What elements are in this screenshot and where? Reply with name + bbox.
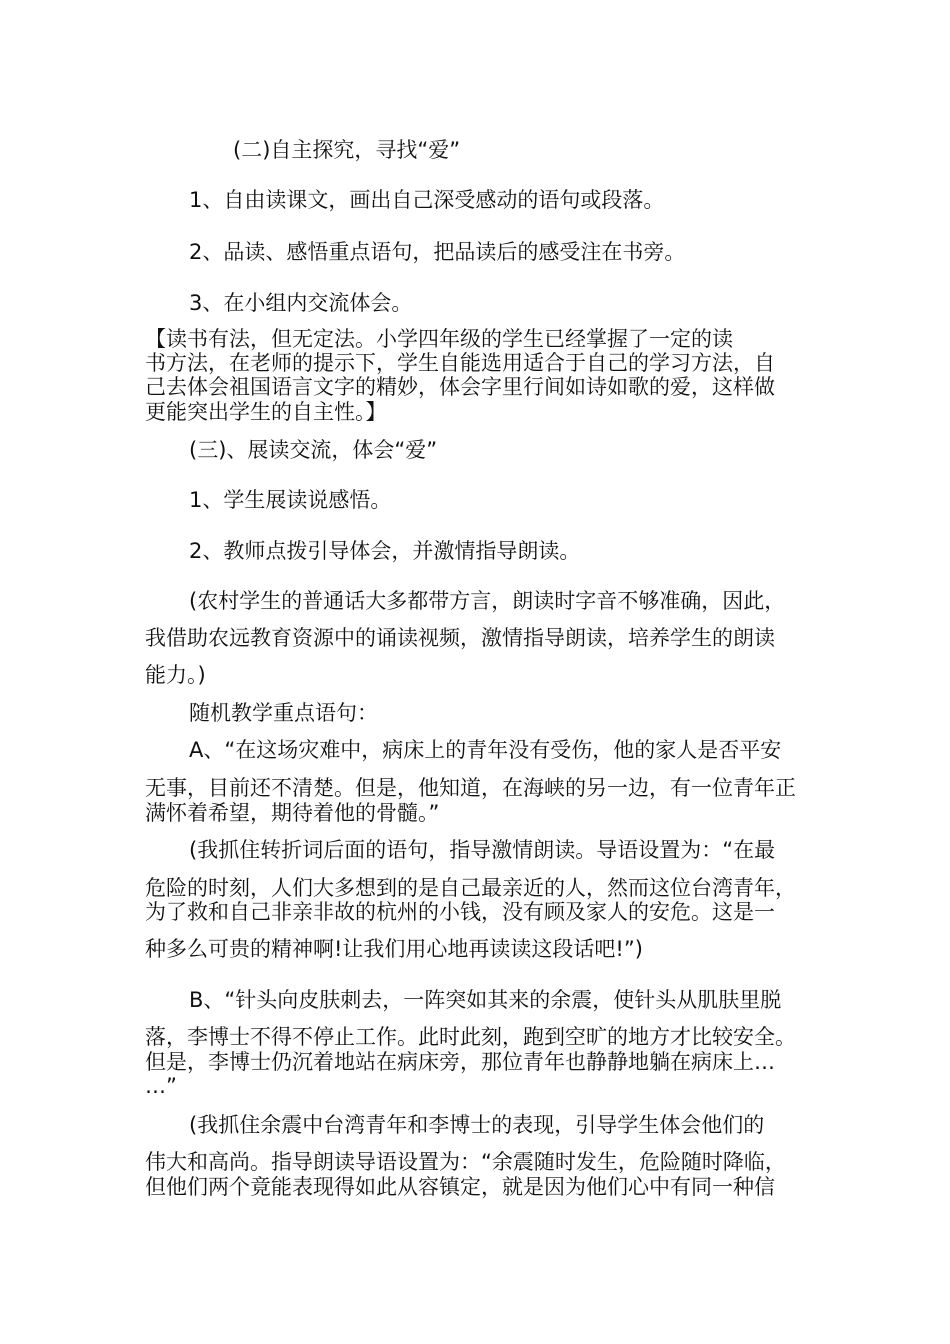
paragraph-line: 随机教学重点语句：: [189, 701, 378, 725]
paragraph-line: 但他们两个竟能表现得如此从容镇定，就是因为他们心中有同一种信: [145, 1175, 775, 1199]
paragraph-line: (我抓住转折词后面的语句，指导激情朗读。导语设置为：“在最: [189, 838, 776, 862]
note-paragraph-line: 更能突出学生的自主性。】: [145, 400, 387, 424]
paragraph-line: 能力。): [145, 663, 206, 687]
quote-b-line: B、“针头向皮肤刺去，一阵突如其来的余震，使针头从肌肤里脱: [189, 988, 782, 1012]
quote-a-line: 满怀着希望，期待着他的骨髓。”: [145, 801, 440, 825]
quote-a-line: A、“在这场灾难中，病床上的青年没有受伤，他的家人是否平安: [189, 738, 782, 762]
paragraph-line: 伟大和高尚。指导朗读导语设置为：“余震随时发生，危险随时降临，: [145, 1150, 786, 1174]
quote-b-line: 但是，李博士仍沉着地站在病床旁，那位青年也静静地躺在病床上…: [145, 1050, 775, 1074]
paragraph-line: (我抓住余震中台湾青年和李博士的表现，引导学生体会他们的: [189, 1113, 765, 1137]
quote-a-line: 无事，目前还不清楚。但是，他知道，在海峡的另一边，有一位青年正: [145, 776, 796, 800]
paragraph-line: 危险的时刻，人们大多想到的是自己最亲近的人，然而这位台湾青年，: [145, 876, 796, 900]
quote-b-line: …”: [145, 1074, 177, 1098]
quote-b-line: 落，李博士不得不停止工作。此时此刻，跑到空旷的地方才比较安全。: [145, 1025, 796, 1049]
paragraph-line: 为了救和自己非亲非故的杭州的小钱，没有顾及家人的安危。这是一: [145, 900, 775, 924]
note-paragraph-line: 书方法，在老师的提示下，学生自能选用适合于自己的学习方法，自: [145, 351, 775, 375]
step-2: 2、教师点拨引导体会，并激情指导朗读。: [189, 539, 581, 563]
step-2: 2、品读、感悟重点语句，把品读后的感受注在书旁。: [189, 240, 686, 264]
step-1: 1、自由读课文，画出自己深受感动的语句或段落。: [189, 188, 665, 212]
note-paragraph-line: 【读书有法，但无定法。小学四年级的学生已经掌握了一定的读: [145, 327, 733, 351]
step-3: 3、在小组内交流体会。: [189, 291, 413, 315]
paragraph-line: 我借助农远教育资源中的诵读视频，激情指导朗读，培养学生的朗读: [145, 626, 775, 650]
step-1: 1、学生展读说感悟。: [189, 488, 392, 512]
section-heading-3: (三)、展读交流，体会“爱”: [189, 438, 438, 462]
section-heading-2: (二)自主探究，寻找“爱”: [233, 138, 461, 162]
paragraph-line: (农村学生的普通话大多都带方言，朗读时字音不够准确，因此，: [189, 589, 786, 613]
note-paragraph-line: 己去体会祖国语言文字的精妙，体会字里行间如诗如歌的爱，这样做: [145, 375, 775, 399]
paragraph-line: 种多么可贵的精神啊!让我们用心地再读读这段话吧!”): [145, 937, 643, 961]
